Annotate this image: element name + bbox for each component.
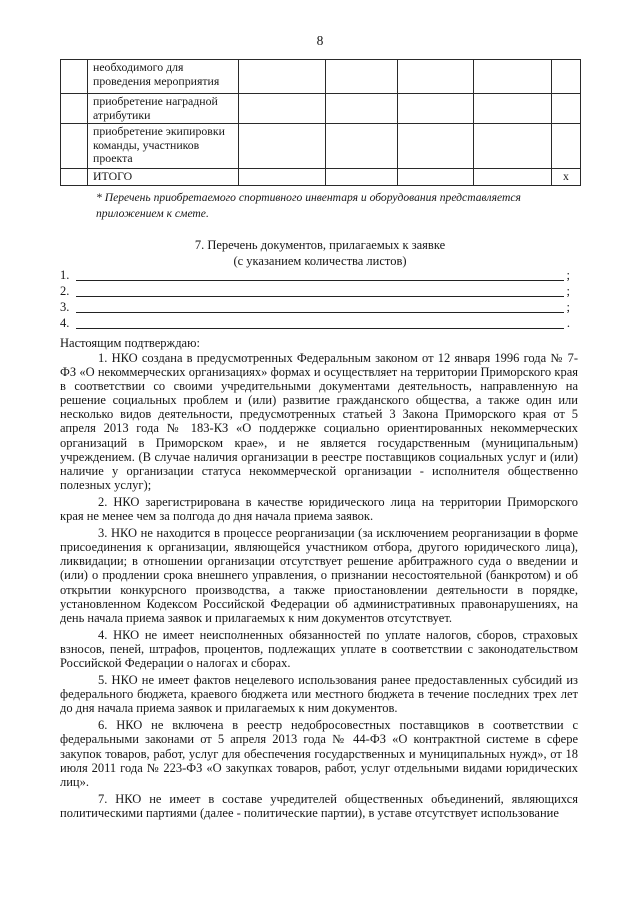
list-item-end: .	[566, 316, 570, 330]
list-item	[60, 268, 580, 284]
list-item	[60, 316, 580, 332]
table-cell-name: приобретение экипировки команды, участников проекта	[88, 124, 239, 169]
table-cell	[326, 124, 398, 169]
expense-table	[60, 59, 581, 186]
document-list	[60, 268, 580, 332]
page-number: 8	[316, 33, 324, 48]
table-cell	[474, 169, 552, 186]
table-row	[61, 124, 581, 169]
section-subtitle: (с указанием количества листов)	[233, 254, 407, 268]
blank-line	[76, 312, 564, 313]
list-item-number: 3.	[60, 300, 70, 314]
table-cell	[326, 60, 398, 94]
paragraph: 2. НКО зарегистрирована в качестве юридического лица на территории Приморского края не менее чем за полгода до дня начала приема заявок.	[60, 494, 578, 524]
list-item-number: 4.	[60, 316, 70, 330]
table-row	[61, 94, 581, 124]
list-item-end: ;	[566, 268, 570, 282]
paragraph: 3. НКО не находится в процессе реорганизации (за исключением реорганизации в форме присоединения к организации, являющейся участником отбора, другого юридического лица), ликвидации; в отношении организации отсутствует решение арбитражного суда о введении и (или) о продлении срока внешнего управления, о признании несостоятельной (банкротом) и об открытии конкурсного производства, а также приостановлении деятельности в порядке, установленном Кодексом Российской Федерации об административных правонарушениях, на день начала приема заявок и прилагаемых к ним документов отсутствует.	[60, 526, 578, 625]
table-cell	[61, 60, 88, 94]
paragraph: 7. НКО не имеет в составе учредителей общественных объединений, являющихся политическими партиями (далее - политические партии), в уставе отсутствует использование	[60, 791, 578, 820]
table-cell	[239, 169, 326, 186]
table-cell-name: необходимого для проведения мероприятия	[88, 60, 239, 94]
list-item-end: ;	[566, 300, 570, 314]
table-cell	[326, 94, 398, 124]
table-cell	[398, 124, 474, 169]
confirmation-body	[60, 351, 578, 823]
table-row	[61, 60, 581, 94]
paragraph: 1. НКО создана в предусмотренных Федеральным законом от 12 января 1996 года № 7-ФЗ «О некоммерческих организациях» формах и осуществляет на территории Приморского края в соответствии со своими учредительными документами деятельность, направленную на решение социальных проблем и (или) развитие гражданского общества, а также один или несколько видов деятельности, предусмотренных статьей 3 Закона Приморского края от 5 апреля 2013 года № 183-КЗ «О поддержке социально ориентированных некоммерческих организаций в Приморском крае», и не является государственным (муниципальным) учреждением. (В случае наличия организации в реестре поставщиков социальных услуг и (или) наличие у организации статуса некоммерческой организации - исполнителя общественно полезных услуг);	[60, 351, 578, 492]
table-cell	[398, 94, 474, 124]
table-cell	[61, 169, 88, 186]
list-item	[60, 284, 580, 300]
table-cell	[61, 124, 88, 169]
confirm-heading: Настоящим подтверждаю:	[60, 336, 200, 350]
blank-line	[76, 280, 564, 281]
blank-line	[76, 296, 564, 297]
table-cell	[326, 169, 398, 186]
table-cell	[552, 124, 581, 169]
list-item-number: 2.	[60, 284, 70, 298]
table-cell	[239, 94, 326, 124]
table-cell	[474, 124, 552, 169]
table-cell-name: ИТОГО	[88, 169, 239, 186]
table-cell-name: приобретение наградной атрибутики	[88, 94, 239, 124]
table-cell	[239, 124, 326, 169]
paragraph: 6. НКО не включена в реестр недобросовестных поставщиков в соответствии с федеральными законами от 5 апреля 2013 года № 44-ФЗ «О контрактной системе в сфере закупок товаров, работ, услуг для обеспечения государственных и муниципальных нужд», от 18 июля 2011 года № 223-ФЗ «О закупках товаров, работ, услуг отдельными видами юридических лиц».	[60, 718, 578, 789]
table-cell	[552, 60, 581, 94]
table-cell-total-mark: x	[552, 169, 581, 186]
table-cell	[61, 94, 88, 124]
list-item-number: 1.	[60, 268, 70, 282]
footnote: * Перечень приобретаемого спортивного инвентаря и оборудования представляется приложением к смете.	[96, 191, 521, 220]
list-item	[60, 300, 580, 316]
table-cell	[239, 60, 326, 94]
table-cell	[398, 169, 474, 186]
paragraph: 4. НКО не имеет неисполненных обязанностей по уплате налогов, сборов, страховых взносов, пеней, штрафов, процентов, подлежащих уплате в соответствии с законодательством Российской Федерации о налогах и сборах.	[60, 627, 578, 670]
table-cell	[552, 94, 581, 124]
table-cell	[474, 94, 552, 124]
list-item-end: ;	[566, 284, 570, 298]
blank-line	[76, 328, 564, 329]
table-row-total	[61, 169, 581, 186]
table-cell	[474, 60, 552, 94]
section-title: 7. Перечень документов, прилагаемых к заявке	[194, 238, 446, 252]
table-cell	[398, 60, 474, 94]
paragraph: 5. НКО не имеет фактов нецелевого использования ранее предоставленных субсидий из федерального бюджета, краевого бюджета или местного бюджета в течение последних трех лет до дня начала приема заявок и прилагаемых к ним документов.	[60, 673, 578, 716]
